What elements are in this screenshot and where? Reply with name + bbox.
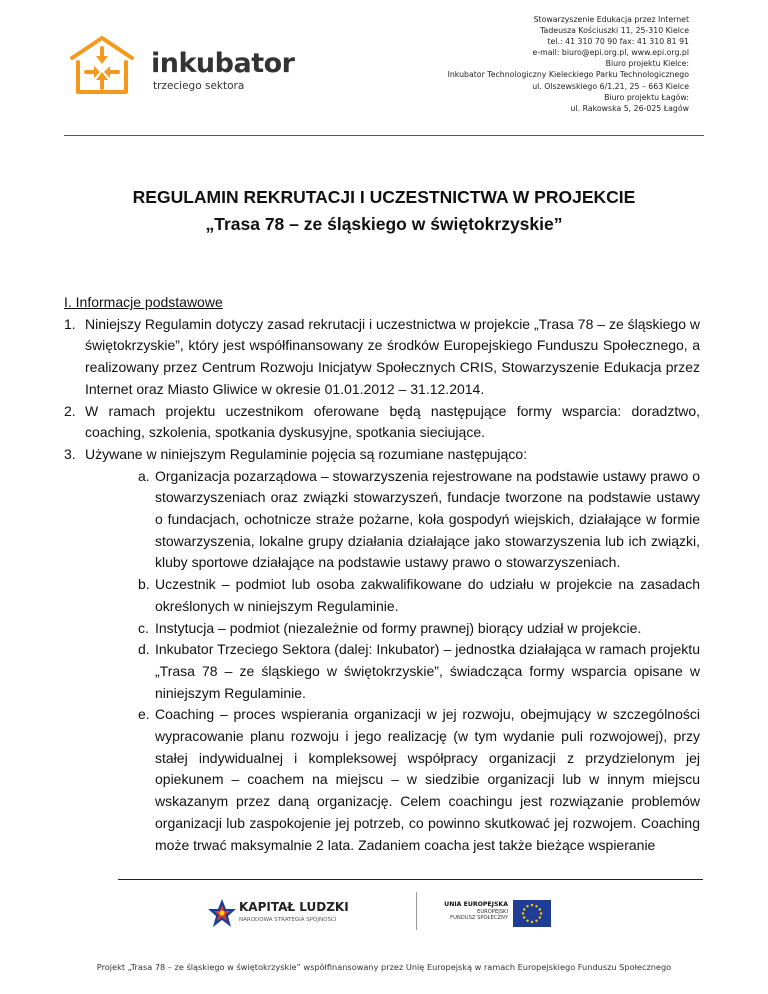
sub-item-letter: d. bbox=[138, 641, 150, 658]
contact-line: Biuro projektu Kielce: bbox=[605, 59, 689, 69]
eu-text bbox=[444, 902, 508, 922]
contact-line: Stowarzyszenie Edukacja przez Internet bbox=[533, 15, 689, 24]
sub-item bbox=[64, 466, 700, 575]
sub-item-letter: a. bbox=[138, 467, 150, 484]
title-line-1: REGULAMIN REKRUTACJI I UCZESTNICTWA W PROJEKCIE bbox=[132, 187, 636, 207]
inkubator-logo bbox=[66, 34, 295, 96]
contact-line: tel.: 41 310 70 90 fax: 41 310 81 91 bbox=[547, 37, 689, 47]
footer-text: Projekt „Trasa 78 – ze śląskiego w świętokrzyskie” współfinansowany przez Unię Europejską w ramach Europejskiego Funduszu Społecznego bbox=[96, 962, 672, 972]
house-arrows-icon bbox=[66, 34, 138, 96]
eu-logo bbox=[416, 888, 551, 933]
sub-item-text: Uczestnik – podmiot lub osoba zakwalifikowane do udziału w projekcie na zasadach określonych w niniejszym Regulaminie. bbox=[155, 576, 700, 614]
sub-item-letter: b. bbox=[138, 576, 150, 593]
item-text: Używane w niniejszym Regulaminie pojęcia są rozumiane następująco: bbox=[85, 445, 527, 462]
eu-title: UNIA EUROPEJSKA bbox=[444, 901, 508, 908]
sub-item bbox=[64, 639, 700, 704]
item-number: 2. bbox=[64, 402, 76, 419]
eu-line-2: FUNDUSZ SPOŁECZNY bbox=[450, 915, 508, 922]
item-number: 3. bbox=[64, 445, 76, 462]
eu-flag-icon bbox=[513, 900, 551, 927]
sub-item-letter: e. bbox=[138, 706, 150, 723]
contact-block bbox=[448, 14, 689, 114]
list-item bbox=[64, 314, 700, 401]
contact-line: ul. Olszewskiego 6/1.21, 25 – 663 Kielce bbox=[532, 81, 689, 91]
contact-line: Biuro projektu Łagów: bbox=[604, 92, 689, 102]
kapital-ludzki-subtitle: NARODOWA STRATEGIA SPÓJNOŚCI bbox=[239, 917, 337, 923]
contact-line: ul. Rakowska 5, 26-025 Łagów bbox=[570, 103, 689, 113]
sub-item-text: Coaching – proces wspierania organizacji w jej rozwoju, obejmujący w szczególności wypracowanie planu rozwoju i jego realizację (w tym wydanie puli rozwojowej), przy stałej indywidualnej i kompleksowej współpracy organizacji z przydzielonym jej opiekunem – coachem na miejscu – w siedzibie organizacji lub w innym miejscu wskazanym przez daną organizację. Celem coachingu jest rozwiązanie problemów organizacji lub zaspokojenie jej potrzeb, co powinno skutkować jej rozwojem. Coaching może trwać maksymalnie 2 lata. Zadaniem coacha jest także bieżące wspieranie bbox=[155, 706, 700, 853]
kapital-ludzki-logo bbox=[207, 895, 367, 935]
kapital-ludzki-title: KAPITAŁ LUDZKI bbox=[239, 900, 349, 914]
logo-subtitle: trzeciego sektora bbox=[153, 80, 245, 92]
kapital-ludzki-star-icon bbox=[207, 897, 237, 933]
sub-item-text: Organizacja pozarządowa – stowarzyszenia rejestrowane na podstawie ustawy prawo o stowarzyszeniach oraz związki stowarzyszeń, fundacje tworzone na podstawie ustawy o fundacjach, ochotnicze straże pożarne, koła gospodyń wiejskich, działające w formie stowarzyszenia, lokalne grupy działania działające jako stowarzyszenia lub ich związki, kluby sportowe działające na podstawie ustawy prawo o stowarzyszeniach. bbox=[155, 467, 700, 571]
item-text: Niniejszy Regulamin dotyczy zasad rekrutacji i uczestnictwa w projekcie „Trasa 78 – ze śląskiego w świętokrzyskie”, który jest współfinansowany ze środków Europejskiego Funduszu Społecznego, a realizowany przez Centrum Rozwoju Inicjatyw Społecznych CRIS, Stowarzyszenie Edukacja przez Internet oraz Miasto Gliwice w okresie 01.01.2012 – 31.12.2014. bbox=[85, 315, 700, 397]
document-body bbox=[64, 292, 700, 856]
sub-item bbox=[64, 618, 700, 640]
sub-item bbox=[64, 574, 700, 617]
sub-item bbox=[64, 704, 700, 856]
eu-divider bbox=[416, 892, 417, 930]
contact-line: e-mail: biuro@epi.org.pl, www.epi.org.pl bbox=[532, 48, 689, 58]
section-heading: I. Informacje podstawowe bbox=[64, 294, 223, 310]
sub-item-text: Instytucja – podmiot (niezależnie od formy prawnej) biorący udział w projekcie. bbox=[155, 619, 642, 636]
eu-line-1: EUROPEJSKI bbox=[477, 908, 508, 915]
item-text: W ramach projektu uczestnikom oferowane będą następujące formy wsparcia: doradztwo, coaching, szkolenia, spotkania dyskusyjne, spotkania sieciujące. bbox=[85, 402, 700, 441]
sub-item-text: Inkubator Trzeciego Sektora (dalej: Inkubator) – jednostka działająca w ramach projektu „Trasa 78 – ze śląskiego w świętokrzyskie”, świadcząca formy wsparcia opisane w niniejszym Regulaminie. bbox=[155, 641, 700, 701]
contact-line: Inkubator Technologiczny Kieleckiego Parku Technologicznego bbox=[447, 70, 689, 80]
header-divider bbox=[64, 135, 704, 136]
title-line-2: „Trasa 78 – ze śląskiego w świętokrzyskie” bbox=[205, 214, 563, 234]
item-number: 1. bbox=[64, 315, 76, 332]
list-item bbox=[64, 444, 700, 466]
list-item bbox=[64, 401, 700, 444]
footer-divider bbox=[118, 879, 703, 880]
contact-line: Tadeusza Kościuszki 11, 25-310 Kielce bbox=[540, 26, 689, 36]
logo-name: inkubator bbox=[151, 48, 295, 79]
sub-item-letter: c. bbox=[138, 619, 149, 636]
document-title bbox=[64, 184, 704, 238]
